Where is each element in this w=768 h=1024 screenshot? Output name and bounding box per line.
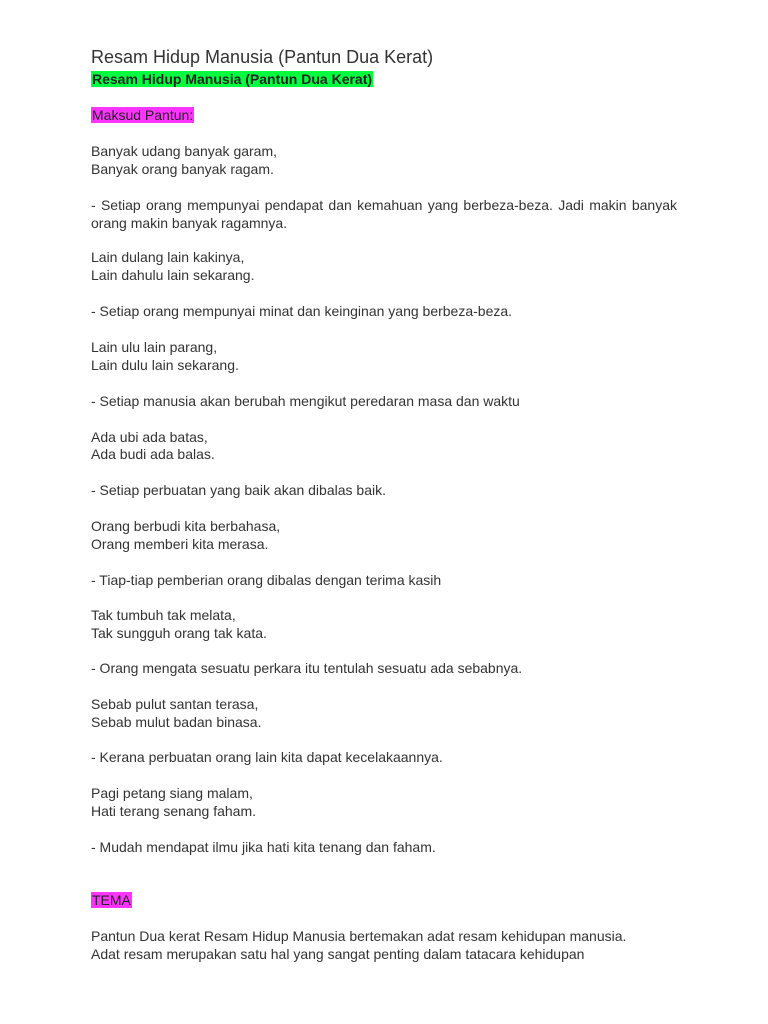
stanza-line: Lain dulang lain kakinya, xyxy=(91,249,245,265)
stanza-line: Banyak udang banyak garam, xyxy=(91,143,278,159)
meaning-paragraph: - Orang mengata sesuatu perkara itu tentulah sesuatu ada sebabnya. xyxy=(91,660,523,676)
tema-highlight: TEMA xyxy=(92,892,131,908)
subtitle-heading xyxy=(91,70,373,88)
meaning-paragraph: - Tiap-tiap pemberian orang dibalas dengan terima kasih xyxy=(91,572,442,588)
document-title: Resam Hidup Manusia (Pantun Dua Kerat) xyxy=(91,47,434,67)
tema-paragraph-line: Adat resam merupakan satu hal yang sangat penting dalam tatacara kehidupan xyxy=(91,946,585,962)
meaning-paragraph: - Setiap orang mempunyai minat dan keinginan yang berbeza-beza. xyxy=(91,303,513,319)
stanza-line: Pagi petang siang malam, xyxy=(91,785,253,801)
stanza-line: Lain ulu lain parang, xyxy=(91,339,218,355)
stanza-line: Ada budi ada balas. xyxy=(91,446,215,462)
meaning-paragraph: - Mudah mendapat ilmu jika hati kita tenang dan faham. xyxy=(91,839,436,855)
stanza-line: Tak tumbuh tak melata, xyxy=(91,607,236,623)
meaning-paragraph: - Setiap orang mempunyai pendapat dan kemahuan yang berbeza-beza. Jadi makin banyak orang makin banyak ragamnya. xyxy=(91,197,677,231)
section-heading-tema xyxy=(91,891,132,909)
stanza-line: Hati terang senang faham. xyxy=(91,803,256,819)
maksud-highlight: Maksud Pantun: xyxy=(92,107,194,123)
tema-paragraph-line: Pantun Dua kerat Resam Hidup Manusia bertemakan adat resam kehidupan manusia. xyxy=(91,928,627,944)
stanza-line: Lain dahulu lain sekarang. xyxy=(91,267,255,283)
stanza-line: Tak sungguh orang tak kata. xyxy=(91,625,267,641)
stanza-line: Ada ubi ada batas, xyxy=(91,429,208,445)
section-heading-maksud xyxy=(91,106,194,124)
stanza-line: Banyak orang banyak ragam. xyxy=(91,161,274,177)
stanza-line: Orang memberi kita merasa. xyxy=(91,536,269,552)
subtitle-highlight: Resam Hidup Manusia (Pantun Dua Kerat) xyxy=(92,71,373,87)
stanza-line: Lain dulu lain sekarang. xyxy=(91,357,239,373)
meaning-paragraph: - Kerana perbuatan orang lain kita dapat kecelakaannya. xyxy=(91,749,443,765)
stanza-line: Sebab mulut badan binasa. xyxy=(91,714,262,730)
meaning-paragraph: - Setiap perbuatan yang baik akan dibalas baik. xyxy=(91,482,386,498)
stanza-line: Orang berbudi kita berbahasa, xyxy=(91,518,281,534)
meaning-paragraph: - Setiap manusia akan berubah mengikut peredaran masa dan waktu xyxy=(91,393,520,409)
stanza-line: Sebab pulut santan terasa, xyxy=(91,696,259,712)
